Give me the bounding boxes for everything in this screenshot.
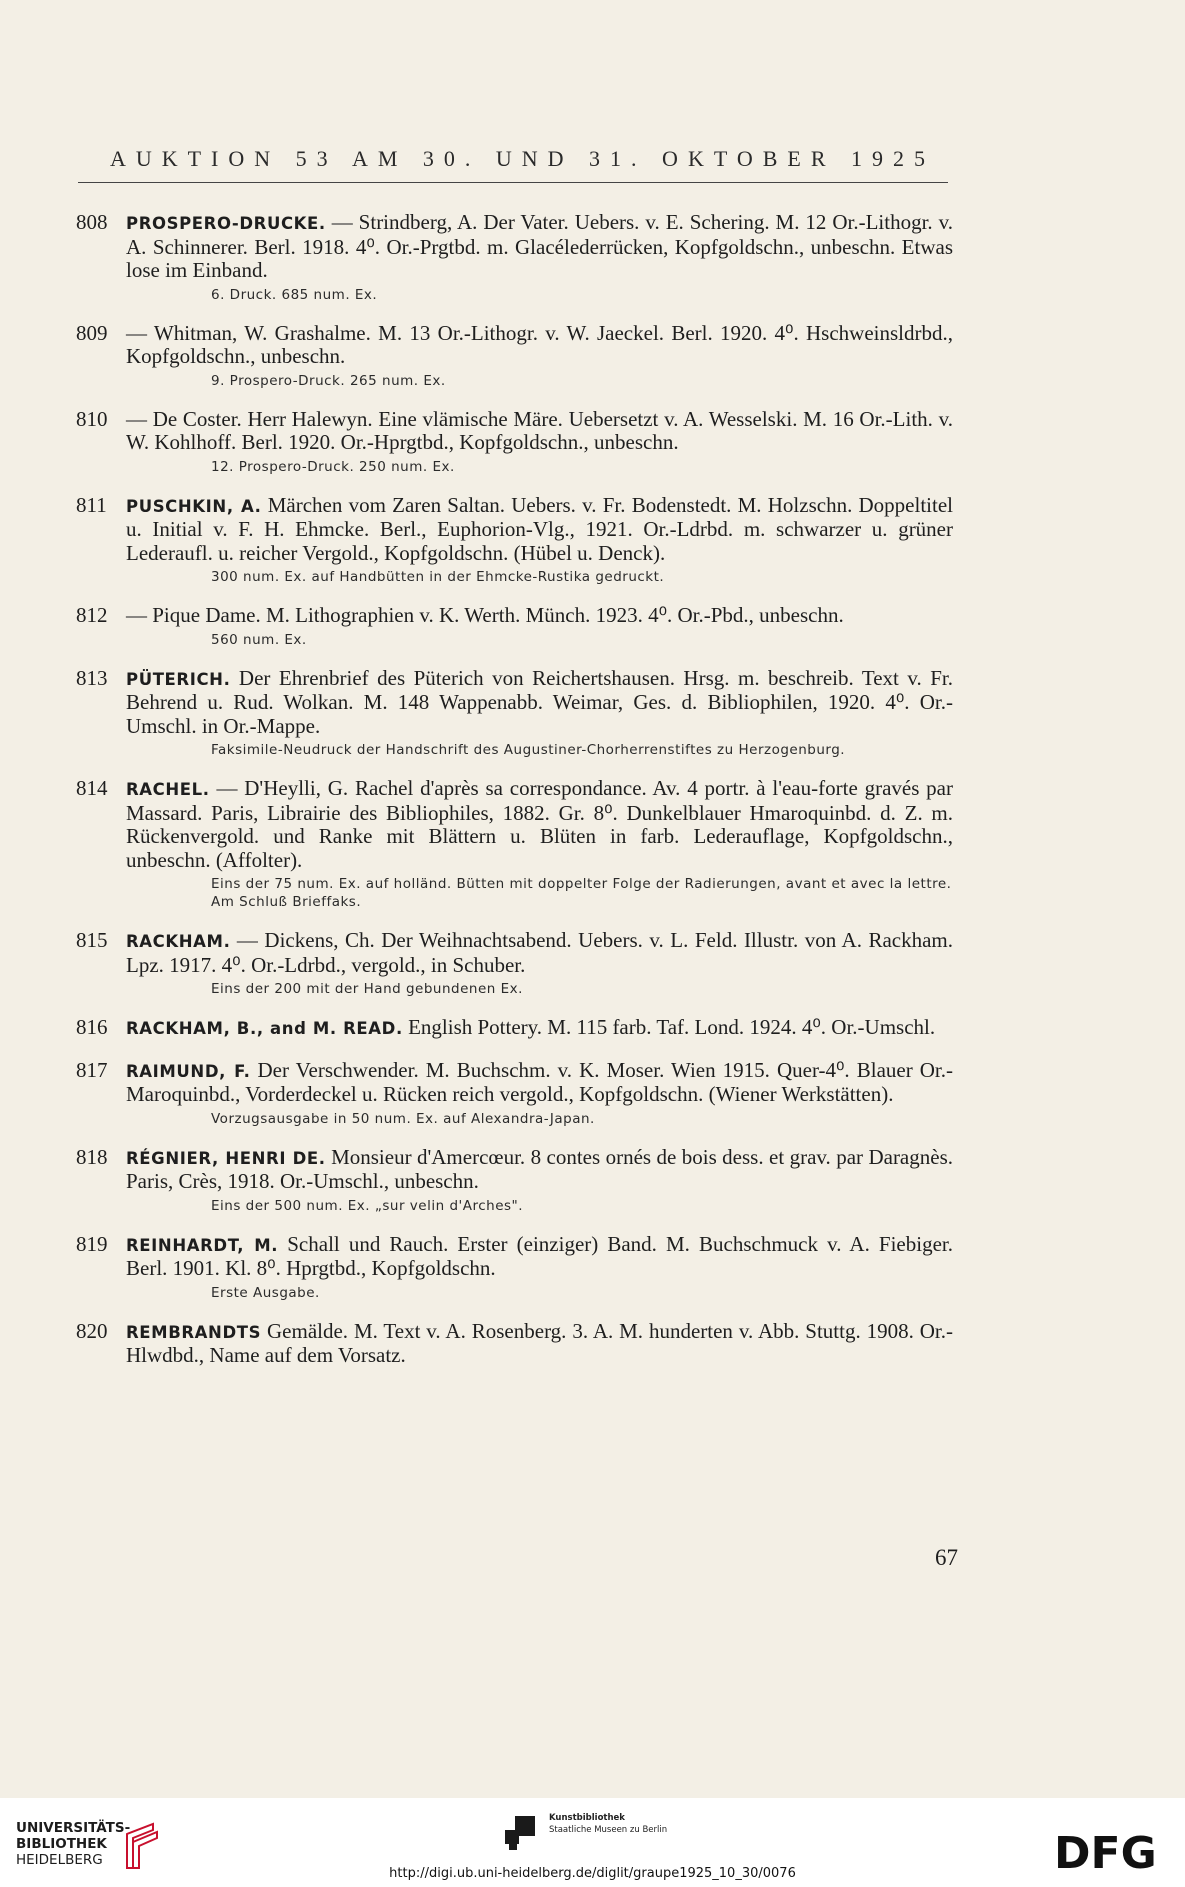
kb-line-1: Kunstbibliothek (549, 1813, 625, 1823)
entry-note: Eins der 500 num. Ex. „sur velin d'Arches". (211, 1197, 524, 1214)
entry-note: Faksimile-Neudruck der Handschrift des Augustiner-Chorherrenstiftes zu Herzogenburg. (211, 742, 846, 758)
entry-number: 811 (76, 492, 107, 517)
entry-description (126, 1016, 953, 1041)
entry-text: Schall und Rauch. Erster (einziger) Band. M. Buchschmuck v. A. Fiebiger. Berl. 1901. Kl. 8⁰. Hprgtbd., Kopfgoldschn. (126, 1231, 953, 1280)
entry-text: Märchen vom Zaren Saltan. Uebers. v. Fr. Bodenstedt. M. Holzschn. Doppeltitel u. Initial v. F. H. Ehmcke. Berl., Euphorion-Vlg., 1921. Or.-Ldrbd. m. schwarzer u. grüner Lederaufl. u. reicher Vergold., Kopfgoldschn. (Hübel u. Denck). (126, 492, 953, 565)
catalog-entry (0, 604, 1185, 649)
entry-number: 814 (76, 776, 108, 800)
catalog-entry (0, 322, 1185, 390)
ub-logo-text (16, 1820, 130, 1868)
entry-heading: RACHEL. (126, 780, 210, 799)
entry-heading: RÉGNIER, HENRI DE. (126, 1148, 326, 1168)
entry-text: — Pique Dame. M. Lithographien v. K. Werth. Münch. 1923. 4⁰. Or.-Pbd., unbeschn. (126, 603, 844, 627)
entry-heading: REINHARDT, M. (126, 1235, 279, 1255)
catalog-entry (0, 1016, 1185, 1041)
entry-text: Der Ehrenbrief des Püterich von Reichertshausen. Hrsg. m. beschreib. Text v. Fr. Behrend u. Rud. Wolkan. M. 148 Wappenabb. Weimar, Ges. d. Bibliophilen, 1920. 4⁰. Or.-Umschl. in Or.-Mappe. (126, 665, 953, 738)
entry-heading: PROSPERO-DRUCKE. (126, 214, 326, 233)
catalog-entry (0, 494, 1185, 587)
entry-description (126, 1146, 953, 1194)
entry-description (126, 929, 953, 977)
entry-note: Eins der 200 mit der Hand gebundenen Ex. (211, 981, 523, 997)
ub-line-2: BIBLIOTHEK (16, 1836, 107, 1852)
entry-number: 815 (76, 928, 108, 952)
entry-description (126, 408, 953, 455)
entry-number: 808 (76, 210, 108, 234)
entry-description (126, 322, 953, 369)
catalog-entry (0, 667, 1185, 760)
running-header: AUKTION 53 AM 30. UND 31. OKTOBER 1925 (109, 146, 936, 171)
entry-note: 6. Druck. 685 num. Ex. (211, 286, 378, 303)
entry-number: 817 (76, 1057, 108, 1082)
catalog-entry (0, 929, 1185, 998)
entry-list (0, 211, 1185, 1386)
entry-description (126, 667, 953, 739)
entry-heading: PÜTERICH. (126, 669, 231, 689)
entry-description (126, 1059, 953, 1107)
entry-text: English Pottery. M. 115 farb. Taf. Lond. 1924. 4⁰. Or.-Umschl. (402, 1015, 936, 1039)
ub-line-1: UNIVERSITÄTS- (16, 1820, 131, 1836)
entry-heading: REMBRANDTS (126, 1322, 262, 1342)
entry-number: 809 (76, 320, 108, 345)
entry-number: 820 (76, 1318, 108, 1343)
entry-text: — De Coster. Herr Halewyn. Eine vlämische Märe. Uebersetzt v. A. Wesselski. M. 16 Or.-Lith. v. W. Kohlhoff. Berl. 1920. Or.-Hprgtbd., Kopfgoldschn., unbeschn. (126, 406, 953, 454)
entry-text: — Whitman, W. Grashalme. M. 13 Or.-Lithogr. v. W. Jaeckel. Berl. 1920. 4⁰. Hschweinsldrbd., Kopfgoldschn., unbeschn. (126, 320, 953, 368)
entry-note: 12. Prospero-Druck. 250 num. Ex. (211, 458, 455, 475)
catalog-entry (0, 1059, 1185, 1128)
entry-heading: PUSCHKIN, A. (126, 496, 262, 516)
entry-number: 812 (76, 603, 108, 627)
entry-note: Vorzugsausgabe in 50 num. Ex. auf Alexandra-Japan. (211, 1110, 595, 1127)
kunstbibliothek-text (549, 1812, 667, 1836)
catalog-entry (0, 408, 1185, 476)
entry-description (126, 494, 953, 566)
entry-description (126, 1233, 953, 1281)
catalog-entry (0, 777, 1185, 911)
entry-description (126, 211, 953, 283)
entry-number: 810 (76, 406, 108, 431)
entry-number: 818 (76, 1144, 108, 1169)
entry-text: — Dickens, Ch. Der Weihnachtsabend. Uebers. v. L. Feld. Illustr. von A. Rackham. Lpz. 1917. 4⁰. Or.-Ldrbd., vergold., in Schuber. (126, 928, 953, 977)
kunstbibliothek-logo (505, 1810, 705, 1854)
page-number: 67 (935, 1545, 958, 1570)
entry-text: Gemälde. M. Text v. A. Rosenberg. 3. A. M. hunderten v. Abb. Stuttg. 1908. Or.-Hlwdbd., Name auf dem Vorsatz. (126, 1318, 953, 1367)
entry-note: 9. Prospero-Druck. 265 num. Ex. (211, 372, 446, 389)
catalog-entry (0, 1320, 1185, 1368)
entry-heading: RACKHAM, B., and M. READ. (126, 1019, 403, 1038)
header-rule (78, 182, 948, 183)
entry-description (126, 604, 953, 628)
catalog-entry (0, 211, 1185, 304)
kunstbibliothek-mark-icon (505, 1816, 537, 1850)
entry-note: Erste Ausgabe. (211, 1284, 320, 1301)
catalog-entry (0, 1233, 1185, 1302)
entry-text: Der Verschwender. M. Buchschm. v. K. Moser. Wien 1915. Quer-4⁰. Blauer Or.-Maroquinbd., Vorderdeckel u. Rücken reich vergold., Kopfgoldschn. (Wiener Werkstätten). (126, 1057, 953, 1106)
entry-note: Eins der 75 num. Ex. auf holländ. Bütten mit doppelter Folge der Radierungen, avant et avec la lettre. Am Schluß Brieffaks. (211, 876, 952, 910)
catalog-entry (0, 1146, 1185, 1215)
entry-number: 819 (76, 1231, 108, 1256)
kb-line-2: Staatliche Museen zu Berlin (549, 1825, 668, 1835)
dfg-logo-text: DFG (1054, 1828, 1157, 1876)
entry-text: — Strindberg, A. Der Vater. Uebers. v. E. Schering. M. 12 Or.-Lithogr. v. A. Schinnerer. Berl. 1918. 4⁰. Or.-Prgtbd. m. Glacélederrücken, Kopfgoldschn., unbeschn. Etwas lose im Einband. (126, 210, 953, 282)
source-url[interactable]: http://digi.ub.uni-heidelberg.de/diglit/graupe1925_10_30/0076 (389, 1866, 796, 1881)
entry-note: 300 num. Ex. auf Handbütten in der Ehmcke-Rustika gedruckt. (211, 569, 665, 585)
ub-heidelberg-logo (16, 1820, 176, 1875)
entry-note: 560 num. Ex. (211, 631, 307, 648)
entry-heading: RAIMUND, F. (126, 1061, 251, 1081)
entry-text: — D'Heylli, G. Rachel d'après sa correspondance. Av. 4 portr. à l'eau-forte gravés par Massard. Paris, Librairie des Bibliophiles, 1882. Gr. 8⁰. Dunkelblauer Hmaroquinbd. d. Z. m. Rückenvergold. und Ranke mit Blättern u. Blüten in farb. Lederauflage, Kopfgoldschn., unbeschn. (Affolter). (126, 776, 953, 872)
entry-number: 813 (76, 665, 108, 690)
entry-text: Monsieur d'Amercœur. 8 contes ornés de bois dess. et grav. par Daragnès. Paris, Crès, 1918. Or.-Umschl., unbeschn. (126, 1144, 953, 1193)
entry-number: 816 (76, 1015, 108, 1039)
dfg-logo (1054, 1828, 1172, 1876)
ub-line-3: HEIDELBERG (16, 1852, 103, 1868)
entry-heading: RACKHAM. (126, 932, 231, 951)
footer-bar (0, 1798, 1185, 1887)
ub-red-mark-icon (121, 1820, 161, 1872)
entry-description (126, 777, 953, 872)
entry-description (126, 1320, 953, 1368)
